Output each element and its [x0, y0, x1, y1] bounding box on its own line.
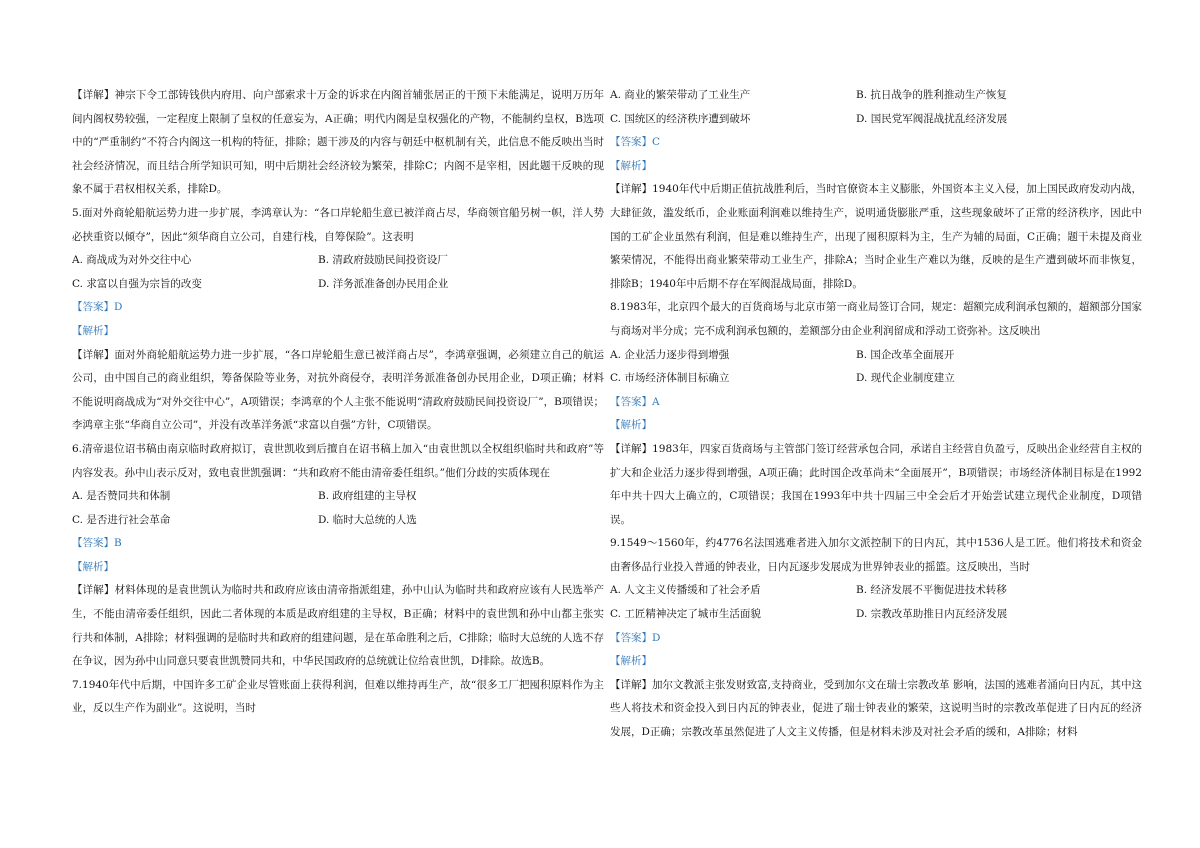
q7-options	[610, 84, 1142, 131]
q7-analysis-label: 【解析】	[610, 159, 652, 172]
q5-option-b: B. 清政府鼓励民间投资设厂	[318, 254, 448, 267]
q9-options	[610, 579, 1142, 626]
q8-stem: 8.1983年，北京四个最大的百货商场与北京市第一商业局签订合同，规定：超额完成利润承包额的，超额部分国家与商场对半分成；完不成利润承包额的，差额部分由企业利润留成和浮动工资弥补。这反映出	[610, 301, 1142, 337]
q7-stem: 7.1940年代中后期，中国许多工矿企业尽管账面上获得利润，但难以维持再生产，故“很多工厂把囤积原料作为主业，反以生产作为副业”。这说明，当时	[72, 678, 604, 715]
q7-detail: 【详解】1940年代中后期正值抗战胜利后，当时官僚资本主义膨胀，外国资本主义入侵，加上国民政府发动内战，大肆征敛，滥发纸币，企业账面利润难以维持生产，说明通货膨胀严重，这些现象破坏了正常的经济秩序，因此中国的工矿企业虽然有利润，但是难以维持生产，出现了囤积原料为主，生产为辅的局面，C正确；题干未提及商业繁荣情况，不能得出商业繁荣带动工业生产，排除A；当时企业生产难以为继，反映的是生产遭到破坏而非恢复，排除B；1940年中后期不存在军阀混战局面，排除D。	[610, 183, 1142, 290]
q9-detail: 【详解】加尔文教派主张发财致富,支持商业，受到加尔文在瑞士宗教改革 影响，法国的逃难者涌向日内瓦，其中这些人将技术和资金投入到日内瓦的钟表业，促进了瑞士钟表业的繁荣，这说明当时的宗教改革促进了日内瓦的经济发展，D正确；宗教改革虽然促进了人文主义传播，但是材料未涉及对社会矛盾的缓和，A排除；材料	[610, 678, 1142, 739]
q8-detail: 【详解】1983年，四家百货商场与主管部门签订经营承包合同，承诺自主经营自负盈亏，反映出企业经营自主权的扩大和企业活力逐步得到增强，A项正确；此时国企改革尚未“全面展开”，B项错误；市场经济体制目标是在1992年中共十四大上确立的，C项错误；我国在1993年中共十四届三中全会后才开始尝试建立现代企业制度，D项错误。	[610, 442, 1142, 526]
q6-answer: 【答案】B	[72, 537, 122, 550]
q5-options	[72, 249, 604, 296]
left-column	[72, 84, 604, 721]
q9-analysis-label: 【解析】	[610, 655, 652, 668]
q8-options	[610, 344, 1142, 391]
q8-analysis-label: 【解析】	[610, 419, 652, 432]
q5-option-a: A. 商战成为对外交往中心	[72, 254, 192, 267]
q6-option-b: B. 政府组建的主导权	[318, 490, 417, 503]
q5-analysis-label: 【解析】	[72, 324, 114, 337]
q9-option-b: B. 经济发展不平衡促进技术转移	[856, 584, 1007, 597]
right-column	[610, 84, 1142, 745]
q7-answer: 【答案】C	[610, 136, 661, 149]
q7-option-c: C. 国统区的经济秩序遭到破坏	[610, 112, 751, 125]
q7-option-d: D. 国民党军阀混战扰乱经济发展	[856, 112, 1008, 125]
q5-answer: 【答案】D	[72, 301, 123, 314]
q9-option-c: C. 工匠精神决定了城市生活面貌	[610, 608, 761, 621]
q8-answer: 【答案】A	[610, 395, 660, 408]
q6-analysis-label: 【解析】	[72, 560, 114, 573]
q6-option-c: C. 是否进行社会革命	[72, 513, 171, 526]
q9-option-d: D. 宗教改革助推日内瓦经济发展	[856, 608, 1008, 621]
q5-option-c: C. 求富以自强为宗旨的改变	[72, 277, 202, 290]
q4-detail: 【详解】神宗下令工部铸钱供内府用、向户部索求十万金的诉求在内阁首辅张居正的干预下未能满足，说明万历年间内阁权势较强，一定程度上限制了皇权的任意妄为，A正确；明代内阁是皇权强化的产物，不能制约皇权，B选项中的“严重制约”不符合内阁这一机构的特征，排除；题干涉及的内容与朝廷中枢机制有关，此信息不能反映出当时社会经济情况，而且结合所学知识可知，明中后期社会经济较为繁荣，排除C；内阁不是宰相，因此题干反映的现象不属于君权相权关系，排除D。	[72, 89, 604, 196]
q7-option-b: B. 抗日战争的胜利推动生产恢复	[856, 89, 1007, 101]
q9-option-a: A. 人文主义传播缓和了社会矛盾	[610, 584, 761, 597]
q6-option-d: D. 临时大总统的人选	[318, 513, 417, 526]
q8-option-d: D. 现代企业制度建立	[856, 372, 955, 385]
q8-option-c: C. 市场经济体制目标确立	[610, 372, 730, 385]
q5-stem: 5.面对外商轮船航运势力进一步扩展，李鸿章认为：“各口岸轮船生意已被洋商占尽，华商领官船另树一帜，洋人势必挟重资以倾夺”，因此“须华商自立公司，自建行栈，自筹保险”。这表明	[72, 206, 604, 243]
q6-option-a: A. 是否赞同共和体制	[72, 490, 171, 503]
q6-options	[72, 485, 604, 532]
q5-detail: 【详解】面对外商轮船航运势力进一步扩展，“各口岸轮船生意已被洋商占尽”，李鸿章强调，必须建立自己的航运公司，由中国自己的商业组织，筹备保险等业务，对抗外商侵夺，表明洋务派准备创办民用企业，D项正确；材料不能说明商战成为“对外交往中心”，A项错误；李鸿章的个人主张不能说明“清政府鼓励民间投资设厂”，B项错误；李鸿章主张“华商自立公司”，并没有改革洋务派“求富以自强”方针，C项错误。	[72, 348, 604, 432]
q8-option-a: A. 企业活力逐步得到增强	[610, 348, 730, 361]
q7-option-a: A. 商业的繁荣带动了工业生产	[610, 89, 751, 101]
q6-stem: 6.清帝退位诏书稿由南京临时政府拟订，袁世凯收到后擅自在诏书稿上加入“由袁世凯以全权组织临时共和政府”等内容发表。孙中山表示反对，致电袁世凯强调：“共和政府不能由清帝委任组织。”他们分歧的实质体现在	[72, 442, 604, 479]
q9-answer: 【答案】D	[610, 631, 661, 644]
q9-stem: 9.1549～1560年，约4776名法国逃难者进入加尔文派控制下的日内瓦，其中1536人是工匠。他们将技术和资金由奢侈品行业投入普通的钟表业，日内瓦逐步发展成为世界钟表业的摇篮。这反映出，当时	[610, 537, 1142, 573]
q8-option-b: B. 国企改革全面展开	[856, 348, 955, 361]
q5-option-d: D. 洋务派准备创办民用企业	[318, 277, 449, 290]
q6-detail: 【详解】材料体现的是袁世凯认为临时共和政府应该由清帝指派组建，孙中山认为临时共和政府应该有人民选举产生，不能由清帝委任组织，因此二者体现的本质是政府组建的主导权，B正确；材料中的袁世凯和孙中山都主张实行共和体制，A排除；材料强调的是临时共和政府的组建问题，是在革命胜利之后，C排除；临时大总统的人选不存在争议，因为孙中山同意只要袁世凯赞同共和，中华民国政府的总统就让位给袁世凯，D排除。故选B。	[72, 584, 604, 668]
